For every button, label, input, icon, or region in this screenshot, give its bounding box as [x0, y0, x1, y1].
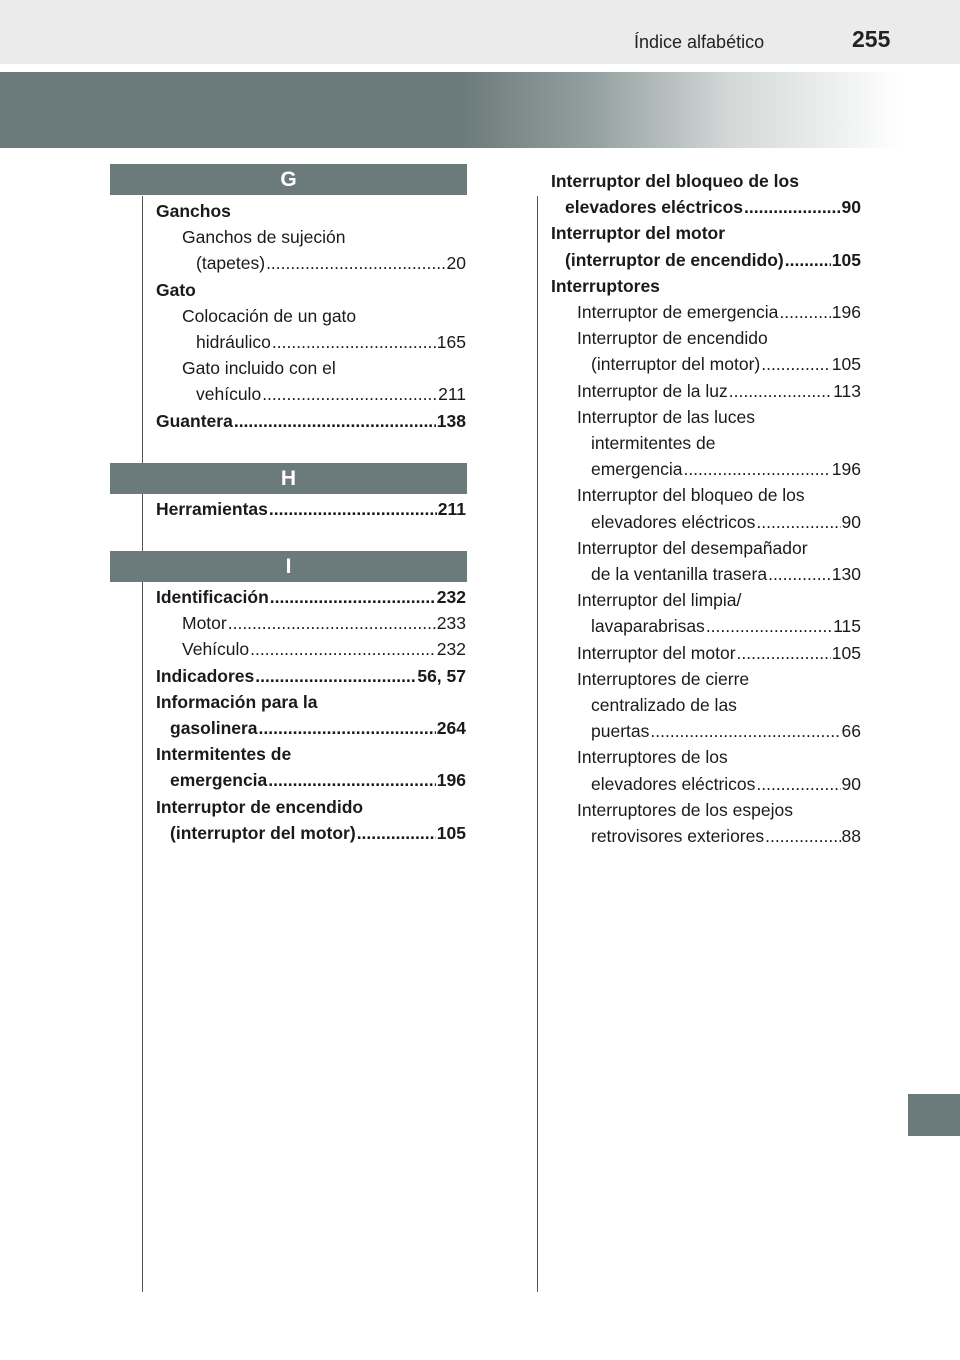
index-entry: (interruptor del motor) ..... 105 — [156, 820, 466, 846]
index-entry: Interruptores de cierre — [577, 668, 750, 689]
page-header-bar — [0, 0, 960, 64]
page-number: 255 — [852, 26, 891, 52]
letter-heading-g: G — [110, 164, 467, 195]
index-column-right — [551, 168, 861, 849]
index-entry: Interruptores de los — [577, 747, 728, 768]
index-entry: puertas ..... 66 — [551, 718, 861, 744]
index-entry: Interruptores de los espejos — [577, 799, 793, 820]
index-entry: (interruptor de encendido) ..... 105 — [551, 247, 861, 273]
index-entry: gasolinera ..... 264 — [156, 715, 466, 741]
index-entry: emergencia ..... 196 — [551, 456, 861, 482]
index-entry: Interruptor de encendido — [156, 796, 364, 817]
index-entry: retrovisores exteriores ..... 88 — [551, 823, 861, 849]
index-entry: (interruptor del motor) ..... 105 — [551, 351, 861, 377]
index-entry: Interruptor del limpia/ — [577, 590, 742, 611]
index-entry: Información para la — [156, 691, 318, 712]
index-entry: Interruptor del bloqueo de los — [577, 485, 805, 506]
index-entry: Herramientas ..... 211 — [156, 496, 466, 522]
index-entry: Ganchos — [156, 201, 231, 221]
index-entry: Interruptor de encendido — [577, 328, 768, 349]
index-entry: emergencia ..... 196 — [156, 767, 466, 793]
index-column-left — [156, 198, 466, 846]
letter-heading-i: I — [110, 551, 467, 582]
index-entry: elevadores eléctricos ..... 90 — [551, 771, 861, 797]
index-entry: elevadores eléctricos ..... 90 — [551, 509, 861, 535]
index-entry: de la ventanilla trasera ..... 130 — [551, 561, 861, 587]
index-entry: intermitentes de — [591, 433, 716, 454]
index-entry: Interruptores — [551, 275, 660, 296]
index-entry: Vehículo ..... 232 — [156, 636, 466, 662]
index-entry: Interruptor del bloqueo de los — [551, 171, 799, 191]
index-entry: Interruptor del motor — [551, 223, 726, 244]
index-entry: elevadores eléctricos ..... 90 — [551, 194, 861, 220]
index-entry: centralizado de las — [591, 695, 737, 716]
index-entry: Interruptor de emergencia ..... 196 — [551, 299, 861, 325]
index-entry: Interruptor del desempañador — [577, 537, 808, 558]
index-entry: Gato — [156, 279, 196, 300]
left-column-rule — [142, 196, 143, 1292]
index-entry: Indicadores ..... 56, 57 — [156, 663, 466, 689]
index-entry: Gato incluido con el — [182, 358, 336, 379]
letter-heading-h: H — [110, 463, 467, 494]
header-gradient-band — [0, 72, 960, 148]
index-entry: Interruptor de las luces — [577, 406, 756, 427]
index-side-tab — [908, 1094, 960, 1136]
index-entry: vehículo ..... 211 — [156, 381, 466, 407]
section-title: Índice alfabético — [634, 32, 765, 52]
right-column-rule — [537, 196, 538, 1292]
index-entry: Colocación de un gato — [182, 305, 357, 326]
index-entry: Identificación ..... 232 — [156, 584, 466, 610]
index-entry: Ganchos de sujeción — [182, 227, 346, 248]
index-entry: Guantera ..... 138 — [156, 408, 466, 434]
index-entry: Motor ..... 233 — [156, 610, 466, 636]
index-entry: hidráulico ..... 165 — [156, 329, 466, 355]
index-entry: Interruptor del motor ..... 105 — [551, 640, 861, 666]
index-entry: Interruptor de la luz ..... 113 — [551, 378, 861, 404]
index-entry: (tapetes) ..... 20 — [156, 250, 466, 276]
index-entry: lavaparabrisas ..... 115 — [551, 613, 861, 639]
index-entry: Intermitentes de — [156, 744, 292, 765]
